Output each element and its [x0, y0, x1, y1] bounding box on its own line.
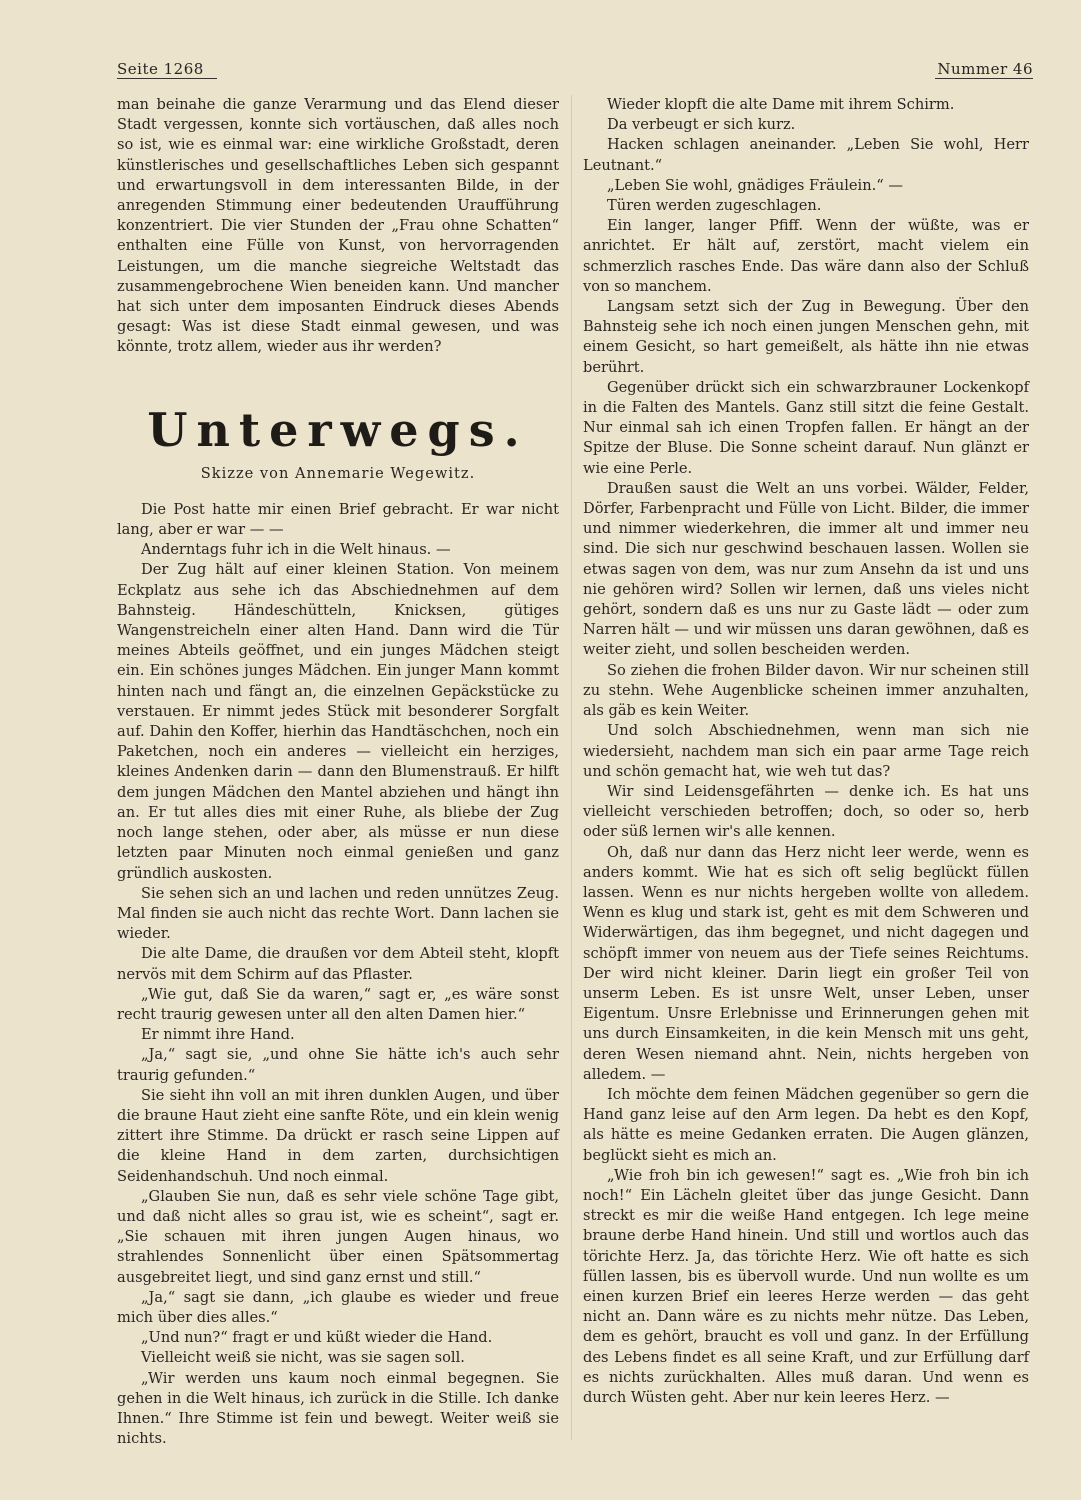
story-paragraph: „Und nun?“ fragt er und küßt wieder die Hand. — [141, 1329, 493, 1347]
story-paragraph: Türen werden zugeschlagen. — [607, 197, 822, 215]
story-paragraph: Die Post hatte mir einen Brief gebracht. Er war nicht lang, aber er war — — — [117, 500, 559, 539]
story-byline: Skizze von Annemarie Wegewitz. — [200, 464, 476, 482]
story-paragraph: Da verbeugt er sich kurz. — [607, 116, 796, 134]
story-paragraph: Er nimmt ihre Hand. — [141, 1026, 295, 1044]
story-paragraph: Sie sehen sich an und lachen und reden unnützes Zeug. Mal finden sie auch nicht das rechte Wort. Dann lachen sie wieder. — [117, 884, 559, 943]
right-column — [583, 95, 1029, 1408]
left-column — [117, 95, 559, 1449]
story-paragraph: „Ja,“ sagt sie, „und ohne Sie hätte ich's auch sehr traurig gefunden.“ — [117, 1046, 559, 1084]
story-paragraph: Hacken schlagen aneinander. „Leben Sie wohl, Herr Leutnant.“ — [583, 136, 1029, 174]
story-paragraph: Draußen saust die Welt an uns vorbei. Wälder, Felder, Dörfer, Farbenpracht und Fülle von Licht. Bilder, die immer und nimmer wiederkehren, die immer alt und immer neu sind. Die sich nur geschwind beschauen lassen. Wollen sie etwas sagen von dem, was nur zum Ansehn da ist und uns nie gehören wird? Sollen wir lernen, daß uns vieles nicht gehört, sondern daß es uns nur zu Gaste lädt — oder zum Narren hält — und wir müssen uns daran gewöhnen, daß es weiter zieht, und sollen bescheiden werden. — [583, 479, 1029, 659]
story-paragraph: „Glauben Sie nun, daß es sehr viele schöne Tage gibt, und daß nicht alles so grau ist, wie es scheint“, sagt er. „Sie schauen mit ihren jungen Augen hinaus, wo strahlendes Sonnenlicht über einen Spätsommertag ausgebreitet liegt, und sind ganz ernst und still.“ — [117, 1187, 559, 1286]
intro-paragraph: man beinahe die ganze Verarmung und das Elend dieser Stadt vergessen, konnte sich vortäuschen, daß alles noch so ist, wie es einmal war: eine wirkliche Großstadt, deren künstlerisches und gesellschaftliches Leben sich gespannt und erwartungsvoll in dem interessanten Bilde, in der anregenden Stimmung einer bedeutenden Uraufführung konzentriert. Die vier Stunden der „Frau ohne Schatten“ enthalten eine Fülle von Kunst, von hervorragenden Leistungen, um die manche siegreiche Weltstadt das zusammengebrochene Wien beneiden kann. Und mancher hat sich unter dem imposanten Eindruck dieses Abends gesagt: Was ist diese Stadt einmal gewesen, und was könnte, trotz allem, wieder aus ihr werden? — [117, 96, 559, 356]
story-paragraph: Die alte Dame, die draußen vor dem Abteil steht, klopft nervös mit dem Schirm auf das Pflaster. — [117, 945, 559, 983]
story-paragraph: „Ja,“ sagt sie dann, „ich glaube es wieder und freue mich über dies alles.“ — [117, 1288, 559, 1326]
story-paragraph: Ich möchte dem feinen Mädchen gegenüber so gern die Hand ganz leise auf den Arm legen. Da hebt es den Kopf, als hätte es meine Gedanken erraten. Die Augen glänzen, beglückt sieht es mich an. — [583, 1085, 1029, 1164]
story-paragraph: Oh, daß nur dann das Herz nicht leer werde, wenn es anders kommt. Wie hat es sich oft selig beglückt füllen lassen. Wenn es nur nichts hergeben wollte von alledem. Wenn es klug und stark ist, geht es mit dem Schweren und Widerwärtigen, das ihm begegnet, und nicht dagegen und schöpft immer von neuem aus der Tiefe seines Reichtums. Der wird nicht kleiner. Darin liegt ein großer Teil von unserm Leben. Es ist unsre Welt, unser Leben, unser Eigentum. Unsre Erlebnisse und Erinnerungen gehen mit uns durch Einsamkeiten, in die kein Mensch mit uns geht, deren Wesen niemand ahnt. Nein, nichts hergeben von alledem. — — [583, 843, 1029, 1083]
story-paragraph: „Wir werden uns kaum noch einmal begegnen. Sie gehen in die Welt hinaus, ich zurück in die Stille. Ich danke Ihnen.“ Ihre Stimme ist fein und bewegt. Weiter weiß sie nichts. — [117, 1369, 559, 1448]
story-paragraph: So ziehen die frohen Bilder davon. Wir nur scheinen still zu stehn. Wehe Augenblicke scheinen immer anzuhalten, als gäb es kein Weiter. — [583, 661, 1029, 720]
issue-number: Nummer 46 — [937, 60, 1033, 78]
story-paragraph: „Wie froh bin ich gewesen!“ sagt es. „Wie froh bin ich noch!“ Ein Lächeln gleitet über das junge Gesicht. Dann streckt es mir die weiße Hand entgegen. Ich lege meine braune derbe Hand hinein. Und still und wortlos auch das törichte Herz. Ja, das törichte Herz. Wie oft hatte es sich füllen lassen, bis es übervoll wurde. Und nun wollte es um einen kurzen Brief ein leeres Herze werden — das geht nicht an. Dann wäre es zu nichts mehr nütze. Das Leben, dem es gehört, braucht es voll und ganz. In der Erfüllung des Lebens findet es all seine Kraft, und zur Erfüllung darf es nichts zurückhalten. Alles muß daran. Und wenn es durch Wüsten geht. Aber nur kein leeres Herz. — — [583, 1166, 1029, 1406]
page-number: Seite 1268 — [117, 60, 204, 78]
story-paragraph: Vielleicht weiß sie nicht, was sie sagen soll. — [141, 1349, 465, 1367]
story-paragraph: Sie sieht ihn voll an mit ihren dunklen Augen, und über die braune Haut zieht eine sanfte Röte, und ein klein wenig zittert ihre Stimme. Da drückt er rasch seine Lippen auf die kleine Hand in dem zarten, durchsichtigen Seidenhandschuh. Und noch einmal. — [117, 1086, 559, 1185]
column-divider — [571, 95, 572, 1440]
story-paragraph: „Leben Sie wohl, gnädiges Fräulein.“ — — [607, 176, 903, 194]
story-paragraph: Der Zug hält auf einer kleinen Station. Von meinem Eckplatz aus sehe ich das Abschiednehmen auf dem Bahnsteig. Händeschütteln, Knicksen, gütiges Wangenstreicheln einer alten Hand. Dann wird die Tür meines Abteils geöffnet, und ein junges Mädchen steigt ein. Ein schönes junges Mädchen. Ein junger Mann kommt hinten nach und fängt an, die einzelnen Gepäckstücke zu verstauen. Er nimmt jedes Stück mit besonderer Sorgfalt auf. Dahin den Koffer, hierhin das Handtäschchen, noch ein Paketchen, noch ein anderes — vielleicht ein herziges, kleines Andenken darin — dann den Blumenstrauß. Er hilft dem jungen Mädchen den Mantel abziehen und hängt ihn an. Er tut alles dies mit einer Ruhe, als bliebe der Zug noch lange stehen, oder aber, als müsse er nun diese letzten paar Minuten noch einmal genießen und ganz gründlich auskosten. — [117, 561, 559, 882]
page-header — [117, 60, 1033, 84]
header-rule-right — [935, 78, 1033, 79]
header-rule-left — [117, 78, 217, 79]
story-paragraph: Wir sind Leidensgefährten — denke ich. Es hat uns vielleicht verschieden betroffen; doch, so oder so, herb oder süß lernen wir's alle kennen. — [583, 782, 1029, 841]
story-paragraph: Und solch Abschiednehmen, wenn man sich nie wiedersieht, nachdem man sich ein paar arme Tage reich und schön gemacht hat, wie weh tut das? — [583, 722, 1029, 780]
story-paragraph: Gegenüber drückt sich ein schwarzbrauner Lockenkopf in die Falten des Mantels. Ganz still sitzt die feine Gestalt. Nur einmal sah ich einen Tropfen fallen. Er hängt an der Spitze der Bluse. Die Sonne scheint darauf. Nun glänzt er wie eine Perle. — [583, 378, 1029, 477]
story-paragraph: Wieder klopft die alte Dame mit ihrem Schirm. — [607, 96, 955, 113]
story-paragraph: Anderntags fuhr ich in die Welt hinaus. — — [141, 541, 451, 559]
story-paragraph: „Wie gut, daß Sie da waren,“ sagt er, „es wäre sonst recht traurig gewesen unter all den alten Damen hier.“ — [117, 985, 559, 1023]
story-paragraph: Ein langer, langer Pfiff. Wenn der wüßte, was er anrichtet. Er hält auf, zerstört, macht vielem ein schmerzlich rasches Ende. Das wäre dann also der Schluß von so manchem. — [583, 217, 1029, 295]
story-paragraph: Langsam setzt sich der Zug in Bewegung. Über den Bahnsteig sehe ich noch einen jungen Menschen gehn, mit einem Gesicht, so hart gemeißelt, als hätte ihn nie etwas berührt. — [583, 298, 1029, 376]
story-title: Unterwegs. — [147, 402, 529, 457]
